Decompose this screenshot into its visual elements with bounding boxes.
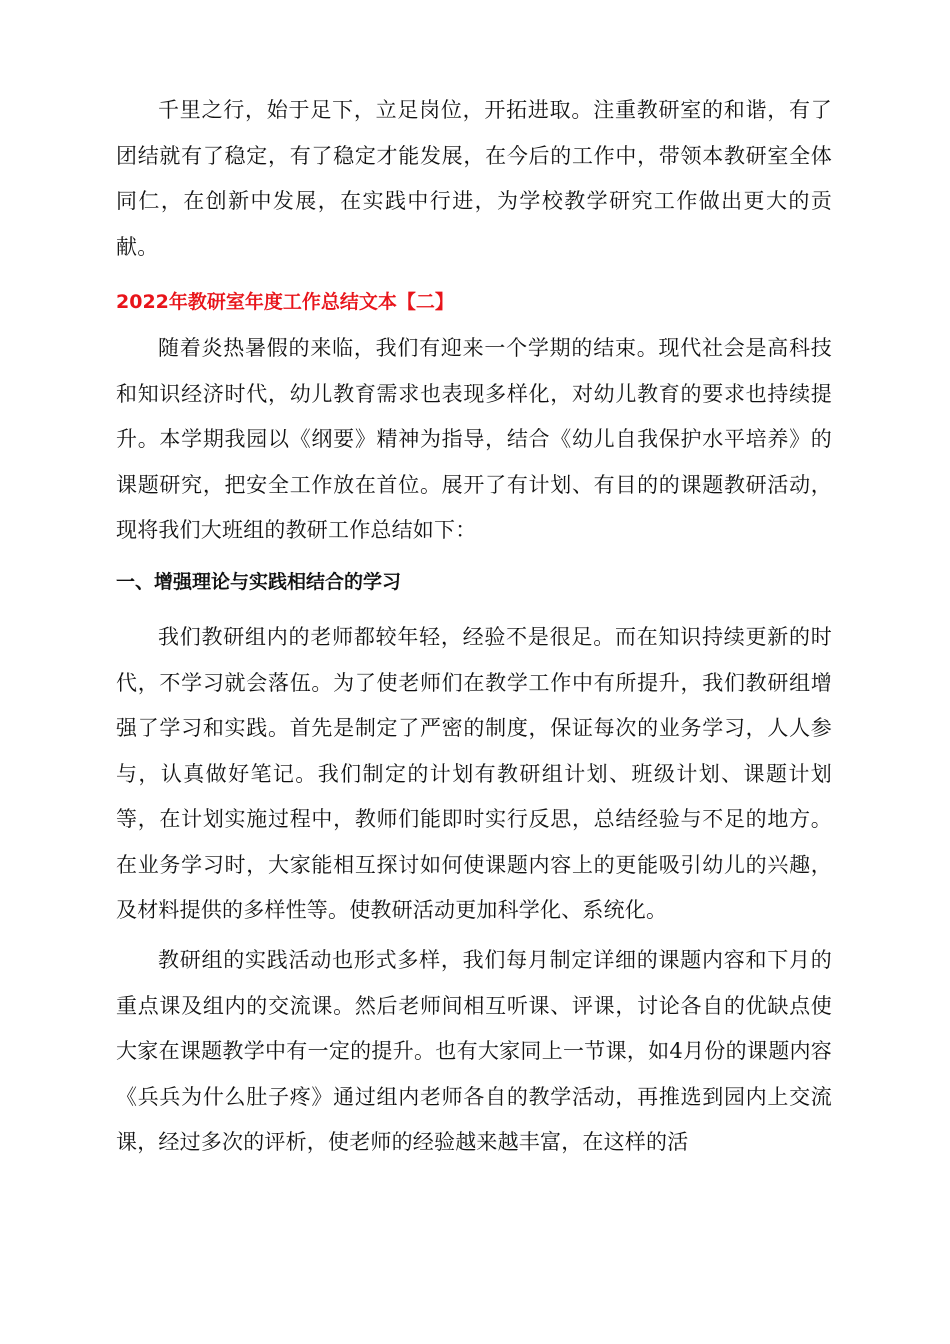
paragraph-study: 我们教研组内的老师都较年轻，经验不是很足。而在知识持续更新的时代，不学习就会落伍。为了使老师们在教学工作中有所提升，我们教研组增强了学习和实践。首先是制定了严密的制度，保证每次的业务学习，人人参与，认真做好笔记。我们制定的计划有教研组计划、班级计划、课题计划等，在计划实施过程中，教师们能即时实行反思，总结经验与不足的地方。在业务学习时，大家能相互探讨如何使课题内容上的更能吸引幼儿的兴趣，及材料提供的多样性等。使教研活动更加科学化、系统化。 (116, 625, 832, 922)
paragraph-practice: 教研组的实践活动也形式多样，我们每月制定详细的课题内容和下月的重点课及组内的交流课。然后老师间相互听课、评课，讨论各自的优缺点使大家在课题教学中有一定的提升。也有大家同上一节课，如4月份的课题内容《兵兵为什么肚子疼》通过组内老师各自的教学活动，再推选到园内上交流课，经过多次的评析，使老师的经验越来越丰富，在这样的活 (116, 948, 832, 1154)
section-heading: 一、增强理论与实践相结合的学习 (116, 571, 402, 593)
document-title: 2022年教研室年度工作总结文本【二】 (116, 291, 454, 313)
paragraph-intro: 随着炎热暑假的来临，我们有迎来一个学期的结束。现代社会是高科技和知识经济时代，幼儿教育需求也表现多样化，对幼儿教育的要求也持续提升。本学期我园以《纲要》精神为指导，结合《幼儿自我保护水平培养》的课题研究，把安全工作放在首位。展开了有计划、有目的的课题教研活动，现将我们大班组的教研工作总结如下： (116, 336, 832, 542)
paragraph-conclusion: 千里之行，始于足下，立足岗位，开拓进取。注重教研室的和谐，有了团结就有了稳定，有了稳定才能发展，在今后的工作中，带领本教研室全体同仁，在创新中发展，在实践中行进，为学校教学研究工作做出更大的贡献。 (116, 98, 832, 259)
